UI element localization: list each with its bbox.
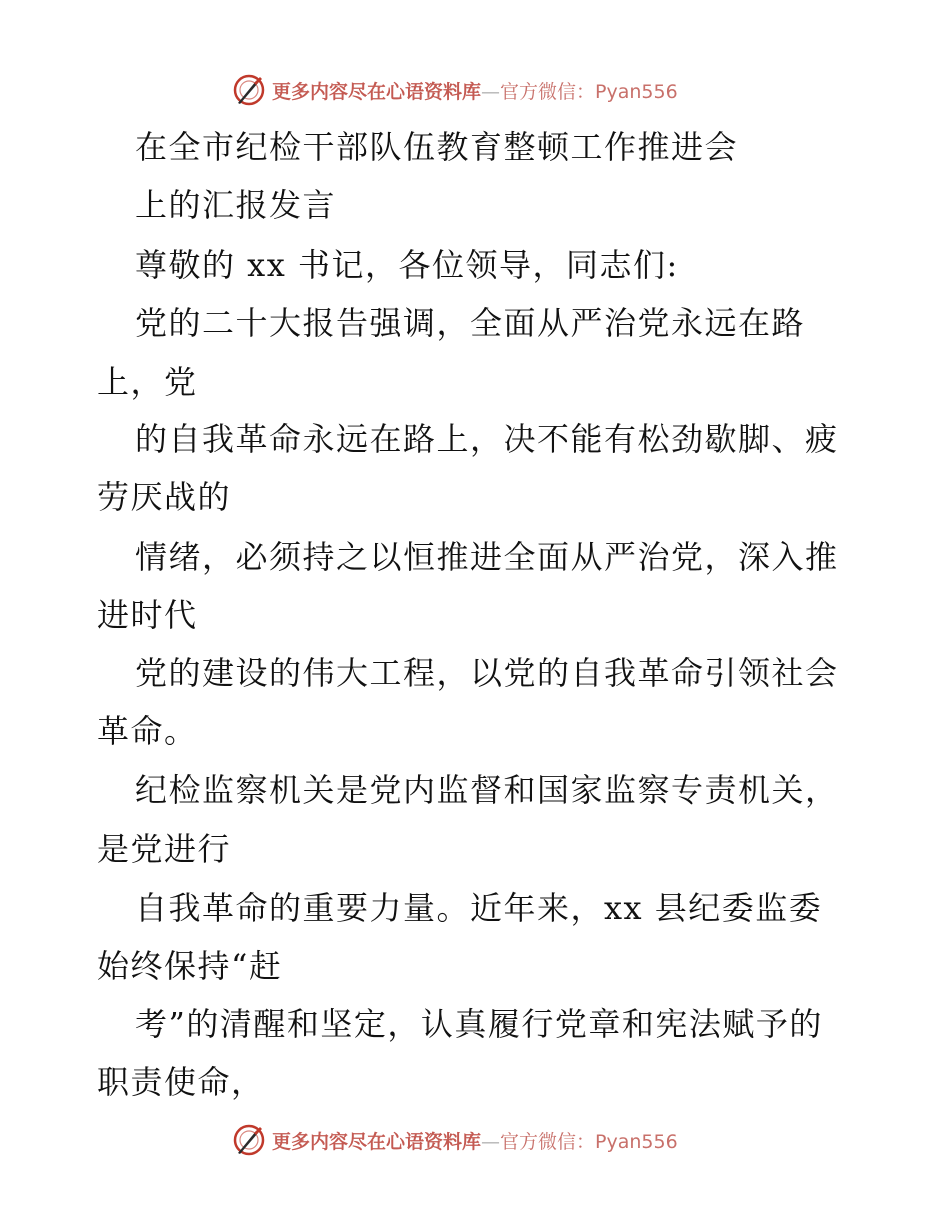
doc-text-line: 考”的清醒和坚定，认真履行党章和宪法赋予的 (135, 1005, 823, 1043)
watermark-wechat-label: 官方微信： (500, 1130, 596, 1153)
doc-text-line: 自我革命的重要力量。近年来，xx 县纪委监委 (135, 889, 823, 927)
watermark-library: 更多内容尽在心语资料库 (272, 1130, 482, 1153)
doc-text-line: 始终保持“赶 (97, 947, 283, 985)
watermark-separator: — (481, 80, 501, 103)
watermark-banner-bottom (232, 1120, 678, 1160)
doc-salutation: 尊敬的 xx 书记，各位领导，同志们: (135, 246, 679, 284)
watermark-text (272, 1127, 678, 1154)
watermark-separator: — (481, 1130, 501, 1153)
quill-logo-icon (232, 73, 266, 107)
doc-title-line-2: 上的汇报发言 (135, 186, 337, 224)
watermark-account: Pyan556 (595, 1130, 678, 1153)
watermark-text (272, 77, 678, 104)
doc-text-line: 的自我革命永远在路上，决不能有松劲歇脚、疲 (135, 420, 839, 458)
doc-text-line: 党的建设的伟大工程，以党的自我革命引领社会 (135, 654, 839, 692)
doc-text-line: 劳厌战的 (97, 478, 232, 516)
doc-text-line: 情绪，必须持之以恒推进全面从严治党，深入推 (135, 538, 839, 576)
doc-title-line-1: 在全市纪检干部队伍教育整顿工作推进会 (135, 128, 739, 166)
doc-text-line: 是党进行 (97, 830, 232, 868)
watermark-library: 更多内容尽在心语资料库 (272, 80, 482, 103)
watermark-banner-top (232, 70, 678, 110)
doc-text-line: 党的二十大报告强调，全面从严治党永远在路 (135, 304, 806, 342)
doc-text-line: 上，党 (97, 363, 198, 401)
doc-text-line: 革命。 (97, 712, 198, 750)
watermark-wechat-label: 官方微信： (500, 80, 596, 103)
watermark-account: Pyan556 (595, 80, 678, 103)
quill-logo-icon (232, 1123, 266, 1157)
doc-text-line: 纪检监察机关是党内监督和国家监察专责机关， (135, 771, 839, 809)
doc-text-line: 进时代 (97, 596, 198, 634)
doc-text-line: 职责使命， (97, 1063, 265, 1101)
